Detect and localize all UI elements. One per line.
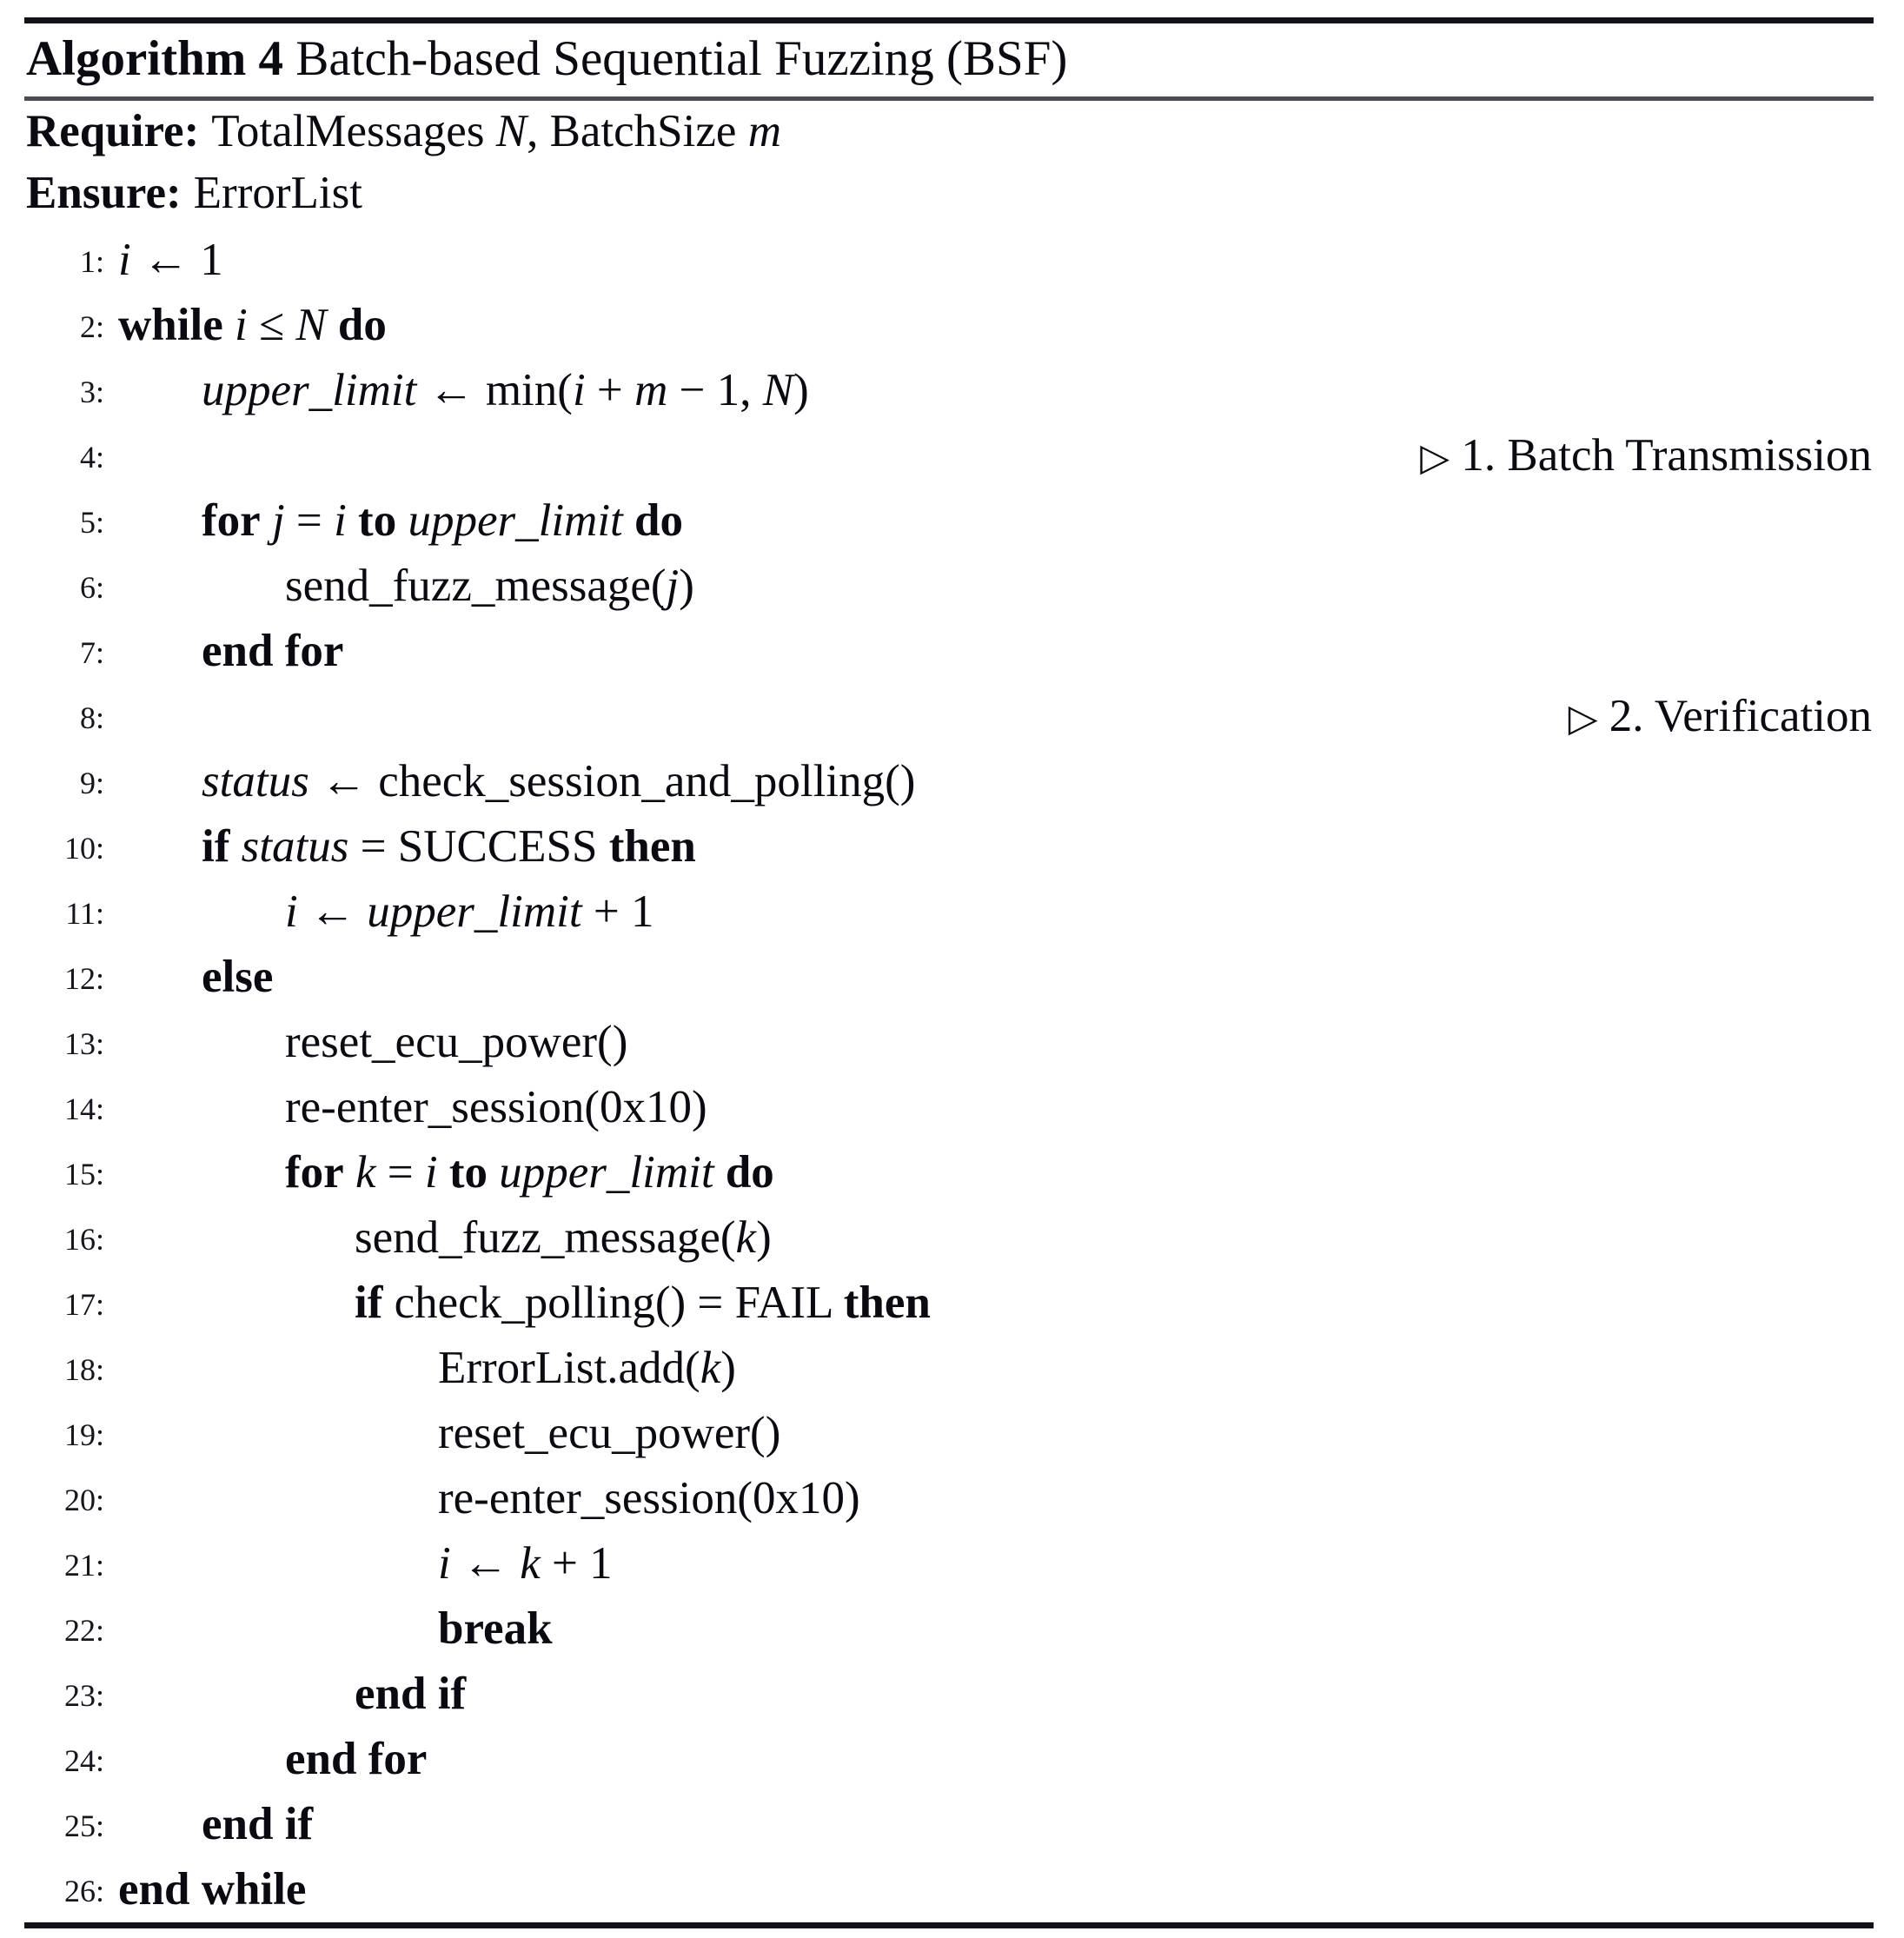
algorithm-line bbox=[24, 1596, 1874, 1662]
line-number: 6: bbox=[79, 570, 104, 605]
algorithm-body bbox=[24, 224, 1874, 1922]
bottom-rule bbox=[24, 1922, 1874, 1928]
algorithm-line bbox=[24, 358, 1874, 423]
line-number: 21: bbox=[63, 1548, 104, 1583]
line-code: end for bbox=[285, 1734, 428, 1784]
line-number: 22: bbox=[63, 1613, 104, 1648]
line-number: 24: bbox=[63, 1743, 104, 1778]
line-code: end if bbox=[202, 1799, 314, 1849]
require-value: TotalMessages N, BatchSize m bbox=[211, 106, 781, 156]
line-number: 17: bbox=[63, 1287, 104, 1322]
ensure-value: ErrorList bbox=[193, 168, 362, 218]
line-number: 3: bbox=[79, 375, 104, 409]
line-number: 15: bbox=[63, 1157, 104, 1191]
line-code: if status = SUCCESS then bbox=[202, 821, 696, 872]
line-number: 7: bbox=[79, 635, 104, 670]
line-code: i ← 1 bbox=[118, 235, 223, 285]
line-number: 23: bbox=[63, 1678, 104, 1713]
line-comment bbox=[1569, 684, 1872, 751]
require-label: Require: bbox=[26, 106, 200, 156]
comment-text: 2. Verification bbox=[1609, 691, 1872, 741]
line-number: 1: bbox=[79, 244, 104, 279]
algorithm-line bbox=[24, 1205, 1874, 1271]
line-code: send_fuzz_message(j) bbox=[285, 561, 694, 611]
line-number: 11: bbox=[65, 896, 104, 931]
algorithm-line bbox=[24, 1727, 1874, 1792]
comment-text: 1. Batch Transmission bbox=[1461, 430, 1872, 481]
algorithm-line bbox=[24, 1792, 1874, 1857]
line-code: end for bbox=[202, 626, 344, 676]
algorithm-line bbox=[24, 1401, 1874, 1466]
algorithm-line bbox=[24, 1336, 1874, 1401]
algorithm-line bbox=[24, 1140, 1874, 1205]
comment-triangle-icon: ▷ bbox=[1420, 436, 1450, 479]
line-number: 18: bbox=[63, 1352, 104, 1387]
line-code: re-enter_session(0x10) bbox=[438, 1473, 860, 1523]
line-number: 26: bbox=[63, 1874, 104, 1908]
line-code: break bbox=[438, 1603, 553, 1654]
line-code: reset_ecu_power() bbox=[285, 1017, 628, 1067]
algorithm-line bbox=[24, 814, 1874, 879]
line-number: 16: bbox=[63, 1222, 104, 1257]
line-number: 5: bbox=[79, 505, 104, 540]
algorithm-line bbox=[24, 1010, 1874, 1075]
line-number: 2: bbox=[79, 309, 104, 344]
line-code: end if bbox=[355, 1669, 467, 1719]
algorithm-block bbox=[24, 17, 1874, 1928]
algorithm-line bbox=[24, 228, 1874, 293]
algorithm-line bbox=[24, 293, 1874, 358]
line-number: 12: bbox=[63, 961, 104, 996]
line-code: send_fuzz_message(k) bbox=[355, 1212, 772, 1263]
line-number: 4: bbox=[79, 440, 104, 475]
algorithm-label: Algorithm 4 bbox=[26, 31, 284, 86]
line-code: status ← check_session_and_polling() bbox=[202, 756, 916, 806]
line-comment bbox=[1420, 423, 1872, 490]
line-number: 8: bbox=[79, 700, 104, 735]
algorithm-line bbox=[24, 945, 1874, 1010]
algorithm-line bbox=[24, 1075, 1874, 1140]
line-number: 14: bbox=[63, 1092, 104, 1126]
line-number: 9: bbox=[79, 766, 104, 800]
line-code: reset_ecu_power() bbox=[438, 1408, 781, 1458]
line-code: if check_polling() = FAIL then bbox=[355, 1278, 931, 1328]
algorithm-line bbox=[24, 1531, 1874, 1596]
ensure-line bbox=[24, 163, 1874, 224]
line-code: for j = i to upper_limit do bbox=[202, 495, 684, 546]
algorithm-line bbox=[24, 423, 1874, 488]
line-code: for k = i to upper_limit do bbox=[285, 1147, 774, 1198]
algorithm-title-text: Batch-based Sequential Fuzzing (BSF) bbox=[295, 31, 1068, 86]
ensure-label: Ensure: bbox=[26, 168, 182, 218]
algorithm-line bbox=[24, 1857, 1874, 1922]
algorithm-line bbox=[24, 1662, 1874, 1727]
comment-triangle-icon: ▷ bbox=[1568, 697, 1598, 740]
line-code: upper_limit ← min(i + m − 1, N) bbox=[202, 365, 809, 415]
line-number: 10: bbox=[63, 831, 104, 866]
line-number: 20: bbox=[63, 1483, 104, 1517]
line-number: 19: bbox=[63, 1417, 104, 1452]
line-number: 25: bbox=[63, 1809, 104, 1843]
algorithm-line bbox=[24, 1466, 1874, 1531]
line-code: else bbox=[202, 952, 274, 1002]
line-code: re-enter_session(0x10) bbox=[285, 1082, 707, 1132]
algorithm-line bbox=[24, 554, 1874, 619]
algorithm-title bbox=[24, 23, 1874, 96]
algorithm-line bbox=[24, 684, 1874, 749]
line-number: 13: bbox=[63, 1026, 104, 1061]
algorithm-line bbox=[24, 1271, 1874, 1336]
algorithm-line bbox=[24, 879, 1874, 945]
line-code: i ← upper_limit + 1 bbox=[285, 886, 654, 937]
algorithm-line bbox=[24, 749, 1874, 814]
line-code: end while bbox=[118, 1864, 307, 1915]
algorithm-line bbox=[24, 488, 1874, 554]
require-line bbox=[24, 101, 1874, 163]
top-rule bbox=[24, 17, 1874, 23]
line-code: i ← k + 1 bbox=[438, 1538, 613, 1589]
algorithm-line bbox=[24, 619, 1874, 684]
line-code: while i ≤ N do bbox=[118, 300, 387, 350]
line-code: ErrorList.add(k) bbox=[438, 1343, 736, 1393]
